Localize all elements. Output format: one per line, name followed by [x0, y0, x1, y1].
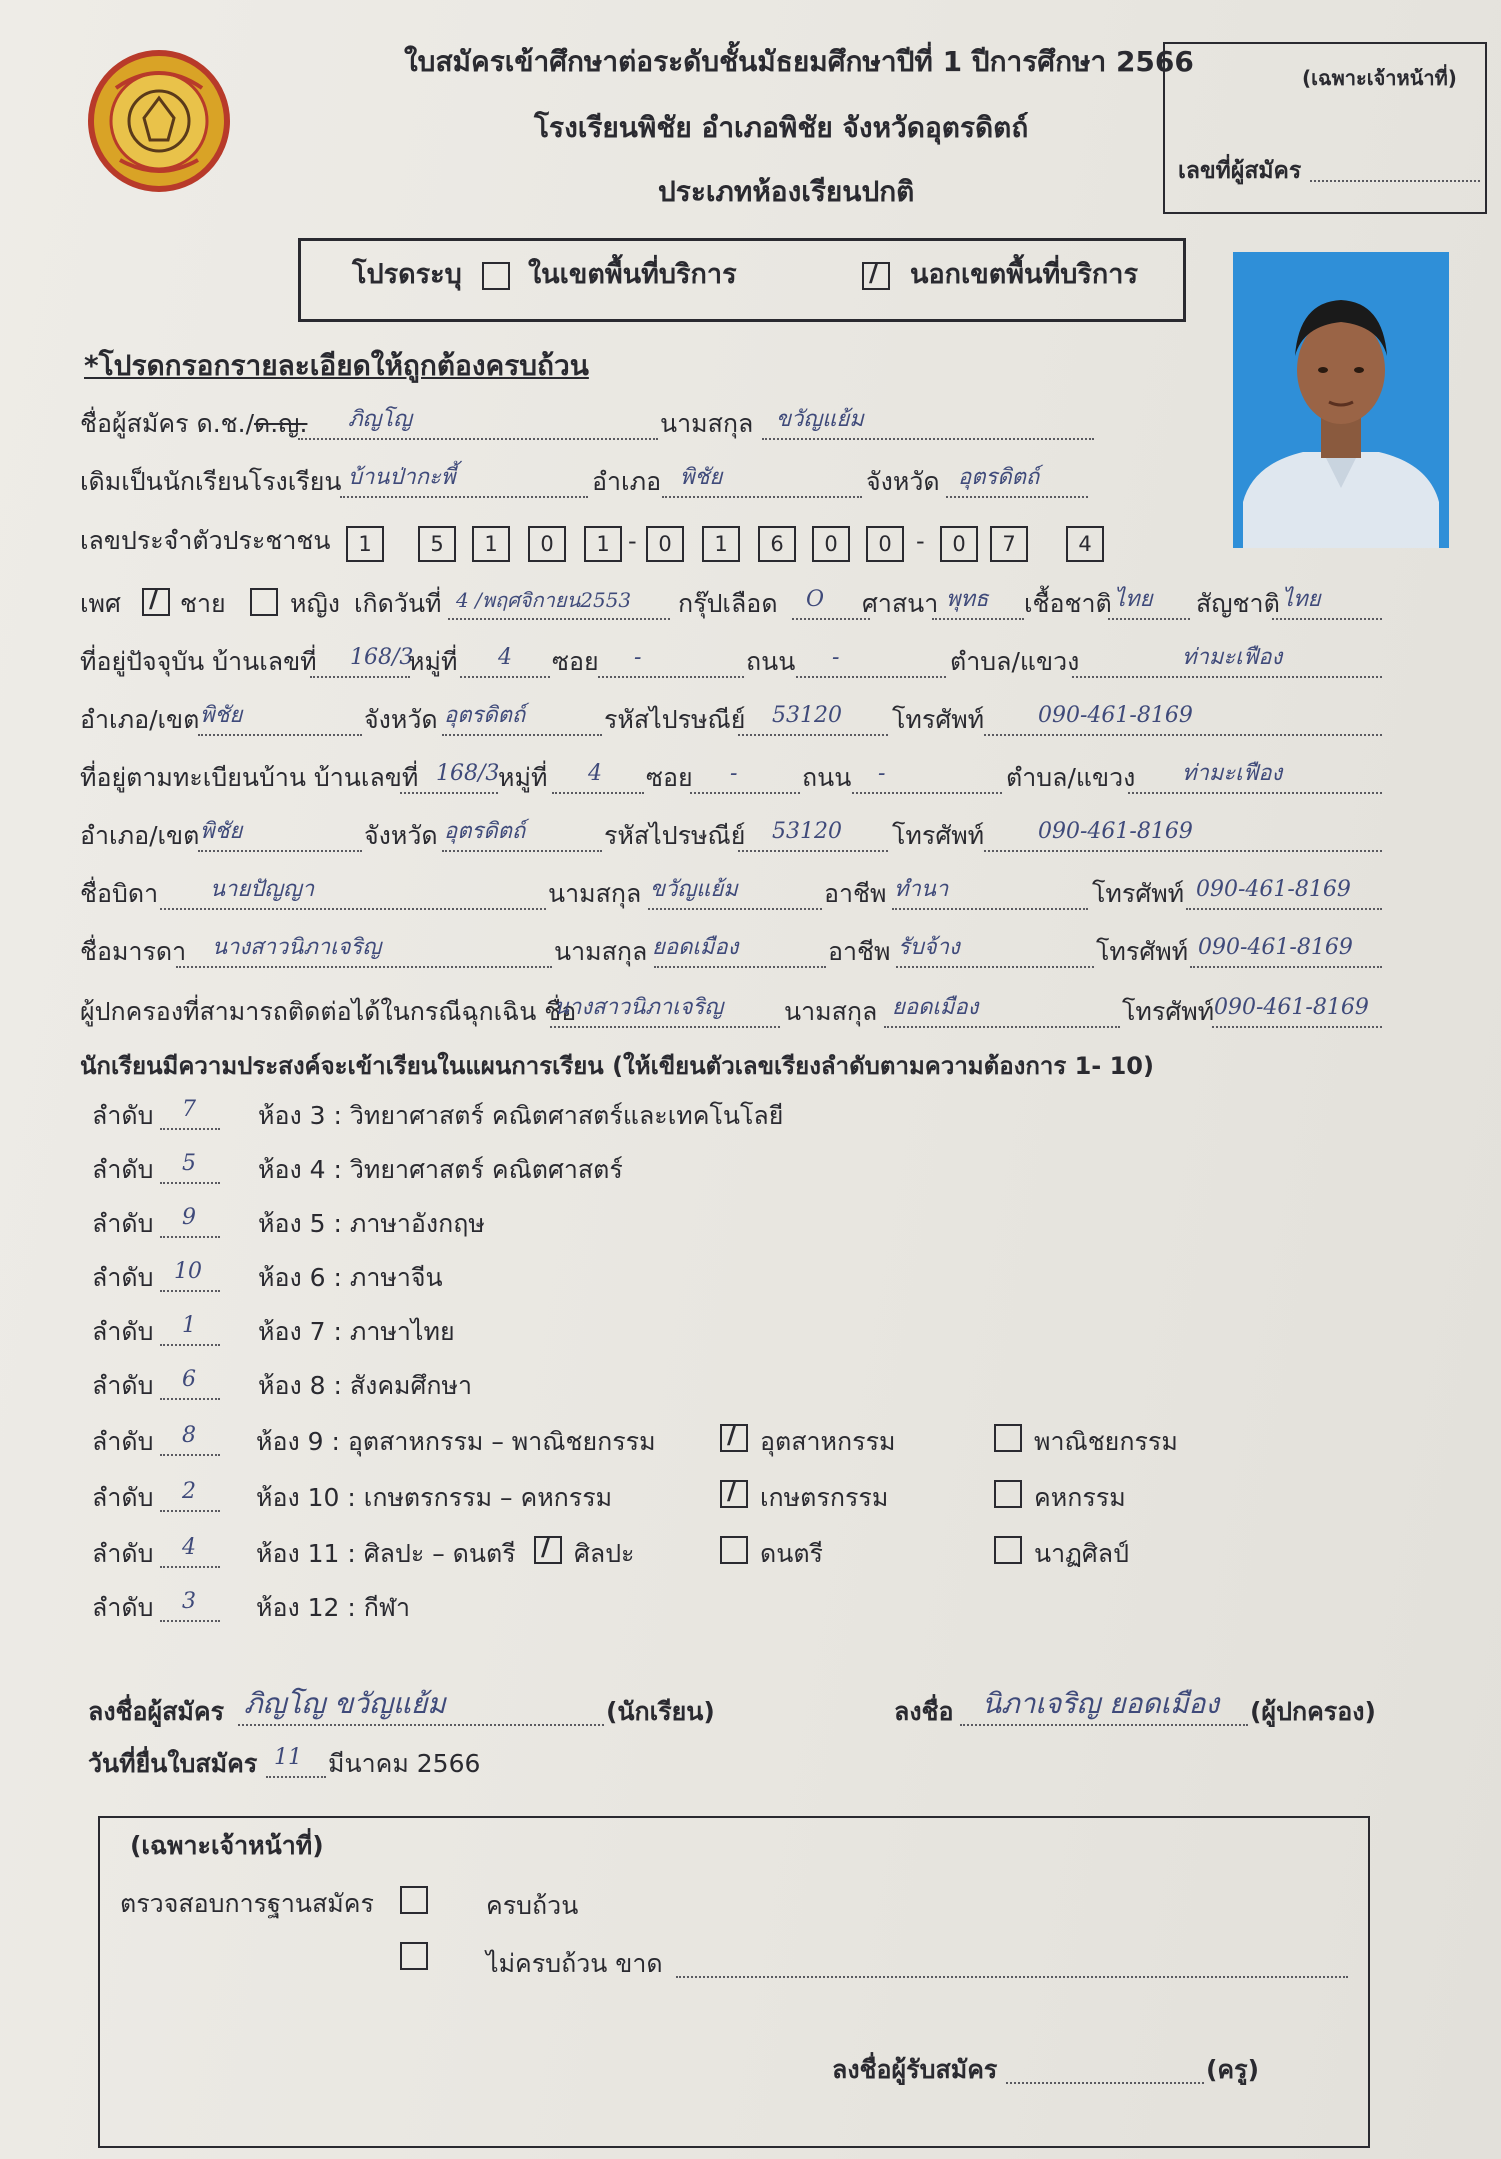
art-label: ศิลปะ	[574, 1539, 635, 1568]
id-digit[interactable]: 5	[418, 526, 456, 562]
parent-role: (ผู้ปกครอง)	[1250, 1697, 1376, 1726]
submission-day-field[interactable]	[266, 1776, 326, 1778]
reg-postcode-field[interactable]	[738, 850, 888, 852]
guardian-phone-field[interactable]	[1212, 1026, 1382, 1028]
home-economics-label: คหกรรม	[1034, 1483, 1126, 1512]
father-occupation-field[interactable]	[892, 908, 1088, 910]
id-digit[interactable]: 1	[702, 526, 740, 562]
father-name-value: นายปัญญา	[210, 877, 315, 902]
parent-signature-label: ลงชื่อ	[894, 1697, 954, 1726]
current-phone-field[interactable]	[984, 734, 1382, 736]
current-phone-value: 090-461-8169	[1038, 703, 1193, 728]
plan-rank-field[interactable]	[160, 1128, 220, 1130]
inside-area-checkbox[interactable]	[482, 262, 510, 290]
religion-label: ศาสนา	[862, 589, 939, 618]
mother-surname-label: นามสกุล	[554, 937, 648, 966]
sex-label: เพศ	[80, 589, 121, 618]
reg-road-field[interactable]	[852, 792, 1002, 794]
drama-label: นาฏศิลป์	[1034, 1539, 1129, 1568]
id-digit[interactable]: 0	[866, 526, 904, 562]
officer-section	[98, 1816, 1370, 2148]
reg-moo-value: 4	[588, 761, 602, 786]
plan-room-label: ห้อง 12 : กีฬา	[256, 1593, 411, 1622]
name-prefix-girl-struck: ด.ญ.	[254, 409, 308, 438]
plan-rank-field[interactable]	[160, 1620, 220, 1622]
class-type: ประเภทห้องเรียนปกติ	[658, 175, 915, 208]
father-phone-value: 090-461-8169	[1196, 877, 1351, 902]
reg-province-value: อุตรดิตถ์	[444, 819, 526, 844]
reg-moo-field[interactable]	[552, 792, 644, 794]
plan-order-label: ลำดับ	[92, 1371, 154, 1400]
applicant-signature-label: ลงชื่อผู้สมัคร	[88, 1697, 225, 1726]
applicant-role: (นักเรียน)	[606, 1697, 715, 1726]
current-soi-label: ซอย	[552, 647, 599, 676]
agriculture-label: เกษตรกรรม	[760, 1483, 889, 1512]
plan-rank-field[interactable]	[160, 1182, 220, 1184]
current-subdistrict-value: ท่ามะเฟือง	[1182, 645, 1283, 670]
id-digit[interactable]: 0	[528, 526, 566, 562]
father-surname-value: ขวัญแย้ม	[650, 877, 738, 902]
plan-rank-field[interactable]	[160, 1566, 220, 1568]
current-road-label: ถนน	[746, 647, 796, 676]
agriculture-checkbox[interactable]	[720, 1480, 748, 1508]
instruction-text: *โปรดกรอกรายละเอียดให้ถูกต้องครบถ้วน	[84, 349, 589, 382]
reg-postcode-value: 53120	[772, 819, 842, 844]
applicant-signature: ภิญโญ ขวัญแย้ม	[244, 1687, 446, 1720]
former-school-value: บ้านป่ากะพี้	[348, 465, 456, 490]
plan-rank-value: 7	[182, 1097, 196, 1122]
religion-value: พุทธ	[946, 587, 989, 612]
mother-name-field[interactable]	[176, 966, 552, 968]
mother-label: ชื่อมารดา	[80, 937, 187, 966]
reg-district-field[interactable]	[198, 850, 362, 852]
reg-soi-label: ซอย	[646, 763, 693, 792]
current-subdistrict-label: ตำบล/แขวง	[950, 647, 1080, 676]
name-prefix-boy: ชื่อผู้สมัคร ด.ช./	[80, 409, 254, 438]
plan-room-label: ห้อง 11 : ศิลปะ – ดนตรี	[256, 1539, 516, 1568]
plan-rank-value: 10	[174, 1259, 202, 1284]
incomplete-checkbox[interactable]	[400, 1942, 428, 1970]
reg-subdistrict-field[interactable]	[1128, 792, 1382, 794]
current-road-value: -	[832, 645, 840, 670]
plan-order-label: ลำดับ	[92, 1539, 154, 1568]
submission-day: 11	[274, 1745, 302, 1770]
plan-rank-field[interactable]	[160, 1398, 220, 1400]
current-province-label: จังหวัด	[364, 705, 438, 734]
plan-room-label: ห้อง 9 : อุตสาหกรรม – พาณิชยกรรม	[256, 1427, 656, 1456]
father-surname-field[interactable]	[648, 908, 822, 910]
current-district-field[interactable]	[198, 734, 362, 736]
father-phone-label: โทรศัพท์	[1092, 879, 1185, 908]
current-road-field[interactable]	[796, 676, 946, 678]
applicant-no-label: เลขที่ผู้สมัคร	[1178, 158, 1302, 184]
reg-phone-value: 090-461-8169	[1038, 819, 1193, 844]
mother-surname-value: ยอดเมือง	[652, 935, 739, 960]
guardian-phone-label: โทรศัพท์	[1122, 997, 1215, 1026]
current-soi-field[interactable]	[598, 676, 744, 678]
plan-rank-value: 1	[182, 1313, 196, 1338]
guardian-name-field[interactable]	[550, 1026, 780, 1028]
plan-room-label: ห้อง 10 : เกษตรกรรม – คหกรรม	[256, 1483, 613, 1512]
id-digit[interactable]: 4	[1066, 526, 1104, 562]
outside-area-label: นอกเขตพื้นที่บริการ	[910, 259, 1138, 290]
first-name-field[interactable]	[298, 438, 658, 440]
submission-date-label: วันที่ยื่นใบสมัคร	[88, 1749, 258, 1778]
mother-occupation-field[interactable]	[896, 966, 1094, 968]
current-postcode-label: รหัสไปรษณีย์	[604, 705, 746, 734]
id-digit[interactable]: 0	[812, 526, 850, 562]
id-separator: -	[628, 527, 637, 555]
guardian-surname-field[interactable]	[884, 1026, 1120, 1028]
id-digit[interactable]: 1	[472, 526, 510, 562]
officer-section-title: (เฉพาะเจ้าหน้าที่)	[130, 1831, 324, 1860]
reg-phone-label: โทรศัพท์	[892, 821, 985, 850]
reg-road-label: ถนน	[802, 763, 852, 792]
music-label: ดนตรี	[760, 1539, 823, 1568]
male-checkbox[interactable]	[142, 588, 170, 616]
outside-area-checkbox[interactable]	[862, 262, 890, 290]
former-school-label: เดิมเป็นนักเรียนโรงเรียน	[80, 467, 342, 496]
plans-heading: นักเรียนมีความประสงค์จะเข้าเรียนในแผนการเรียน (ให้เขียนตัวเลขเรียงลำดับตามความต้องการ 1- 10)	[80, 1052, 1154, 1080]
industry-checkbox[interactable]	[720, 1424, 748, 1452]
id-digit[interactable]: 1	[584, 526, 622, 562]
plan-order-label: ลำดับ	[92, 1593, 154, 1622]
school-province-label: จังหวัด	[866, 467, 940, 496]
area-prefix: โปรดระบุ	[352, 259, 462, 290]
student-photo	[1233, 252, 1449, 548]
guardian-label: ผู้ปกครองที่สามารถติดต่อได้ในกรณีฉุกเฉิน ชื่อ	[80, 997, 577, 1026]
guardian-phone-value: 090-461-8169	[1214, 995, 1369, 1020]
father-label: ชื่อบิดา	[80, 879, 159, 908]
music-checkbox[interactable]	[720, 1536, 748, 1564]
mother-phone-field[interactable]	[1190, 966, 1382, 968]
mother-phone-label: โทรศัพท์	[1096, 937, 1189, 966]
surname-value: ขวัญแย้ม	[776, 407, 864, 432]
current-postcode-value: 53120	[772, 703, 842, 728]
current-moo-field[interactable]	[460, 676, 550, 678]
name-label	[80, 408, 307, 440]
parent-signature: นิภาเจริญ ยอดเมือง	[982, 1687, 1220, 1720]
reg-province-field[interactable]	[442, 850, 602, 852]
nationality-field[interactable]	[1272, 618, 1382, 620]
reg-road-value: -	[878, 761, 886, 786]
current-subdistrict-field[interactable]	[1072, 676, 1382, 678]
plan-rank-value: 3	[182, 1589, 196, 1614]
current-district-value: พิชัย	[200, 703, 243, 728]
school-name: โรงเรียนพิชัย อำเภอพิชัย จังหวัดอุตรดิตถ์	[534, 111, 1029, 144]
drama-checkbox[interactable]	[994, 1536, 1022, 1564]
plan-order-label: ลำดับ	[92, 1155, 154, 1184]
blood-value: O	[806, 587, 825, 612]
ethnicity-label: เชื้อชาติ	[1024, 589, 1112, 618]
id-digit[interactable]: 6	[758, 526, 796, 562]
surname-label: นามสกุล	[660, 409, 754, 438]
reg-house-field[interactable]	[400, 792, 498, 794]
current-address-label: ที่อยู่ปัจจุบัน บ้านเลขที่	[80, 647, 317, 676]
current-phone-label: โทรศัพท์	[892, 705, 985, 734]
current-moo-label: หมู่ที่	[408, 647, 458, 676]
current-moo-value: 4	[498, 645, 512, 670]
plan-room-label: ห้อง 3 : วิทยาศาสตร์ คณิตศาสตร์และเทคโนโลยี	[258, 1101, 784, 1130]
blood-field[interactable]	[792, 618, 870, 620]
receiver-signature-field[interactable]	[1006, 2082, 1204, 2084]
nationality-value: ไทย	[1282, 587, 1321, 612]
guardian-surname-value: ยอดเมือง	[892, 995, 979, 1020]
school-province-field[interactable]	[946, 496, 1088, 498]
plan-order-label: ลำดับ	[92, 1263, 154, 1292]
reg-address-label: ที่อยู่ตามทะเบียนบ้าน บ้านเลขที่	[80, 763, 419, 792]
plan-rank-value: 5	[182, 1151, 196, 1176]
plan-rank-field[interactable]	[160, 1454, 220, 1456]
school-province-value: อุตรดิตถ์	[958, 465, 1040, 490]
plan-rank-value: 4	[182, 1535, 196, 1560]
mother-phone-value: 090-461-8169	[1198, 935, 1353, 960]
commerce-label: พาณิชยกรรม	[1034, 1427, 1178, 1456]
female-checkbox[interactable]	[250, 588, 278, 616]
plan-order-label: ลำดับ	[92, 1101, 154, 1130]
reg-soi-value: -	[730, 761, 738, 786]
school-district-label: อำเภอ	[592, 467, 662, 496]
complete-checkbox[interactable]	[400, 1886, 428, 1914]
plan-room-label: ห้อง 5 : ภาษาอังกฤษ	[258, 1209, 485, 1238]
father-name-field[interactable]	[160, 908, 546, 910]
applicant-no-field[interactable]	[1310, 180, 1480, 182]
birth-value: 4 /พฤศจิกายน2553	[456, 588, 632, 612]
plan-order-label: ลำดับ	[92, 1483, 154, 1512]
birth-label: เกิดวันที่	[354, 589, 442, 618]
current-province-field[interactable]	[442, 734, 602, 736]
female-label: หญิง	[290, 589, 340, 618]
surname-field[interactable]	[762, 438, 1094, 440]
current-postcode-field[interactable]	[738, 734, 888, 736]
male-label: ชาย	[180, 589, 226, 618]
school-district-field[interactable]	[662, 496, 862, 498]
receiver-role: (ครู)	[1206, 2055, 1260, 2084]
plan-rank-value: 8	[182, 1423, 196, 1448]
plan-order-label: ลำดับ	[92, 1209, 154, 1238]
missing-items-field[interactable]	[676, 1976, 1348, 1978]
reg-district-label: อำเภอ/เขต	[80, 821, 200, 850]
plan-room-label: ห้อง 8 : สังคมศึกษา	[258, 1371, 473, 1400]
plan-rank-value: 6	[182, 1367, 196, 1392]
mother-surname-field[interactable]	[654, 966, 826, 968]
father-phone-field[interactable]	[1186, 908, 1382, 910]
inside-area-label: ในเขตพื้นที่บริการ	[528, 259, 737, 290]
mother-occupation-value: รับจ้าง	[898, 935, 960, 960]
art-checkbox[interactable]	[534, 1536, 562, 1564]
former-school-field[interactable]	[340, 496, 588, 498]
id-digit[interactable]: 1	[346, 526, 384, 562]
receiver-signature-label: ลงชื่อผู้รับสมัคร	[832, 2055, 998, 2084]
id-digit[interactable]: 7	[990, 526, 1028, 562]
officer-box-label: (เฉพาะเจ้าหน้าที่)	[1302, 66, 1457, 90]
plan-room-label: ห้อง 6 : ภาษาจีน	[258, 1263, 443, 1292]
current-house-value: 168/3	[350, 645, 414, 670]
id-card-label: เลขประจำตัวประชาชน	[80, 526, 331, 555]
reg-house-value: 168/3	[436, 761, 500, 786]
school-seal-logo	[86, 48, 232, 194]
blood-label: กรุ๊ปเลือด	[678, 589, 778, 618]
applicant-signature-field[interactable]	[238, 1724, 604, 1726]
mother-occupation-label: อาชีพ	[828, 937, 891, 966]
mother-name-value: นางสาวนิภาเจริญ	[212, 935, 382, 960]
plan-rank-field[interactable]	[160, 1290, 220, 1292]
complete-label: ครบถ้วน	[486, 1891, 579, 1920]
form-title: ใบสมัครเข้าศึกษาต่อระดับชั้นมัธยมศึกษาปีที่ 1 ปีการศึกษา 2566	[404, 45, 1194, 78]
plan-room-label: ห้อง 7 : ภาษาไทย	[258, 1317, 455, 1346]
guardian-surname-label: นามสกุล	[784, 997, 878, 1026]
industry-label: อุตสาหกรรม	[760, 1427, 896, 1456]
religion-field[interactable]	[932, 618, 1024, 620]
id-digit[interactable]: 0	[940, 526, 978, 562]
submission-month-year: มีนาคม 2566	[328, 1749, 481, 1778]
home-economics-checkbox[interactable]	[994, 1480, 1022, 1508]
birth-field[interactable]	[448, 618, 670, 620]
reg-phone-field[interactable]	[984, 850, 1382, 852]
current-district-label: อำเภอ/เขต	[80, 705, 200, 734]
plan-rank-value: 9	[182, 1205, 196, 1230]
id-digit[interactable]: 0	[646, 526, 684, 562]
plan-rank-field[interactable]	[160, 1344, 220, 1346]
first-name-value: ภิญโญ	[348, 407, 412, 432]
ethnicity-field[interactable]	[1108, 618, 1190, 620]
guardian-name-value: นางสาวนิภาเจริญ	[554, 995, 724, 1020]
nationality-label: สัญชาติ	[1196, 589, 1280, 618]
plan-rank-field[interactable]	[160, 1236, 220, 1238]
reg-district-value: พิชัย	[200, 819, 243, 844]
id-separator: -	[916, 527, 925, 555]
school-district-value: พิชัย	[680, 465, 723, 490]
plan-order-label: ลำดับ	[92, 1317, 154, 1346]
plan-room-label: ห้อง 4 : วิทยาศาสตร์ คณิตศาสตร์	[258, 1155, 623, 1184]
reg-postcode-label: รหัสไปรษณีย์	[604, 821, 746, 850]
current-province-value: อุตรดิตถ์	[444, 703, 526, 728]
father-surname-label: นามสกุล	[548, 879, 642, 908]
reg-moo-label: หมู่ที่	[498, 763, 548, 792]
plan-rank-value: 2	[182, 1479, 196, 1504]
reg-soi-field[interactable]	[690, 792, 800, 794]
reg-subdistrict-label: ตำบล/แขวง	[1006, 763, 1136, 792]
father-occupation-label: อาชีพ	[824, 879, 887, 908]
document-check-label: ตรวจสอบการฐานสมัคร	[120, 1889, 374, 1918]
plan-rank-field[interactable]	[160, 1510, 220, 1512]
incomplete-label: ไม่ครบถ้วน ขาด	[486, 1949, 663, 1978]
current-house-field[interactable]	[310, 676, 410, 678]
father-occupation-value: ทำนา	[894, 877, 949, 902]
reg-province-label: จังหวัด	[364, 821, 438, 850]
parent-signature-field[interactable]	[960, 1724, 1248, 1726]
plan-order-label: ลำดับ	[92, 1427, 154, 1456]
current-soi-value: -	[634, 645, 642, 670]
commerce-checkbox[interactable]	[994, 1424, 1022, 1452]
reg-subdistrict-value: ท่ามะเฟือง	[1182, 761, 1283, 786]
ethnicity-value: ไทย	[1114, 587, 1153, 612]
